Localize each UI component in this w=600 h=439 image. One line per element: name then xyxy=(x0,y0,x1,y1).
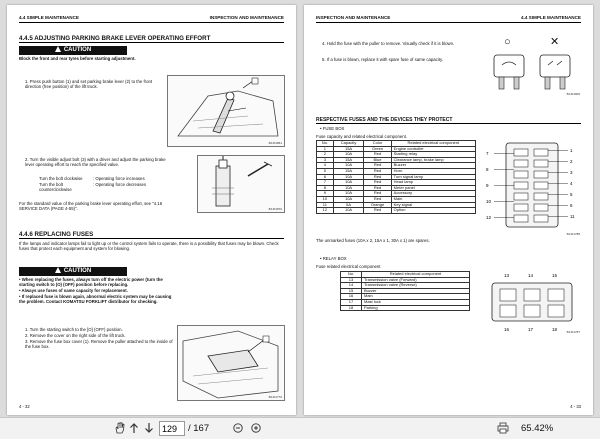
table-cell: Transmission valve (Reverse) xyxy=(362,283,470,289)
relay-callout-number: 15 xyxy=(552,273,558,278)
warning-triangle-icon xyxy=(55,46,61,52)
relay-slot xyxy=(548,289,564,301)
caution-banner xyxy=(19,46,127,55)
figure-fuse-box xyxy=(484,137,582,237)
figure-id: BJJ01787 xyxy=(566,330,580,334)
fuse-box-cover-illustration xyxy=(178,326,286,402)
relay-callout-number: 16 xyxy=(504,327,510,332)
figure-id: BJJ01788 xyxy=(566,232,580,236)
table-cell: Buzzer xyxy=(391,163,475,169)
fuse-callout-number: 9 xyxy=(486,183,489,188)
print-icon[interactable] xyxy=(496,422,510,436)
table-cell: Horn xyxy=(391,168,475,174)
relay-callout-number: 13 xyxy=(504,273,510,278)
table-cell: Red xyxy=(364,208,391,214)
step-text: 1. Press push button (1) and set parking brake lever (2) to the front direction (free position) of the lift truck. xyxy=(25,79,153,90)
column-header: No. xyxy=(317,141,334,147)
caution-line: • If replaced fuse is blown again, abnormal electric system may be causing the problem. Contact KOMATSU FORKLIFT distributor for checking. xyxy=(19,294,172,305)
table-cell: Green xyxy=(364,146,391,152)
step-text: 4. Hold the fuse with the puller to remove. Visually check if it is blown. xyxy=(322,41,455,46)
table-cell: Red xyxy=(364,191,391,197)
relay-slot xyxy=(524,289,540,301)
fuse-slot xyxy=(514,171,528,178)
fuse-slot xyxy=(534,215,548,222)
hand-tool-icon[interactable] xyxy=(112,422,126,436)
table-cell: Red xyxy=(364,152,391,158)
table-cell: Main xyxy=(391,196,475,202)
figure-adjust-bolt xyxy=(197,155,285,213)
table-cell: 5A xyxy=(333,202,364,208)
table-cell: 18 xyxy=(341,305,362,311)
zoom-level[interactable]: 65.42% xyxy=(521,423,554,434)
figure-fuse-check xyxy=(482,35,582,97)
header-left-text: 4.4 SIMPLE MAINTENANCE xyxy=(19,15,79,20)
adjust-bolt-illustration xyxy=(198,156,286,214)
relay-box-label: • RELAY BOX xyxy=(320,256,347,261)
table-cell: 9 xyxy=(317,191,334,197)
table-cell: Parking xyxy=(362,305,470,311)
table-cell: Head lamp xyxy=(391,180,475,186)
relay-slot xyxy=(500,289,516,301)
fuse-intro-text: If the lamps and indicator lamps fail to light up or the control system fails to operate, there is a possibility that fuses may be blown. Check fuses that protect each equipment and system for blowing. xyxy=(19,241,279,252)
fuse-callout-number: 3 xyxy=(570,170,573,175)
fuse-callout-number: 6 xyxy=(570,203,573,208)
fuse-box-diagram xyxy=(484,137,582,237)
table-row xyxy=(341,305,470,311)
fuse-slot xyxy=(534,149,548,156)
step-text: 3. Remove the fuse box cover (1). Remove the puller attached to the inside of the fuse box. xyxy=(25,339,173,350)
table-cell: 10A xyxy=(333,152,364,158)
fuse-callout-number: 5 xyxy=(570,192,573,197)
table-cell: Accessory xyxy=(391,191,475,197)
table-cell: 5 xyxy=(317,168,334,174)
column-header: Capacity xyxy=(333,141,364,147)
fuse-slot xyxy=(534,160,548,167)
page-total: / 167 xyxy=(188,423,210,434)
fuse-slot xyxy=(534,171,548,178)
column-header: Color xyxy=(364,141,391,147)
table-cell: 2 xyxy=(317,152,334,158)
turn-counterclockwise-result: : Operating force decreases xyxy=(93,182,147,187)
table-cell: Buzzer xyxy=(362,288,470,294)
fuse-slot xyxy=(514,182,528,189)
table-cell: 15 xyxy=(341,288,362,294)
table-cell: Option xyxy=(391,208,475,214)
table-cell: 10 xyxy=(317,196,334,202)
fuse-slot xyxy=(514,215,528,222)
table-cell: Red xyxy=(364,163,391,169)
page-number: 4 - 33 xyxy=(570,404,581,409)
turn-counterclockwise: Turn the bolt counterclockwise xyxy=(39,182,72,193)
table-cell: Orange xyxy=(364,202,391,208)
table-cell: 11 xyxy=(317,202,334,208)
table-cell: 10A xyxy=(333,163,364,169)
relay-slot xyxy=(548,305,564,317)
fuse-slot xyxy=(514,160,528,167)
step-text: 2. Remove the cover on the right side of the lift truck. xyxy=(25,333,126,338)
table-row xyxy=(317,208,476,214)
page-header xyxy=(316,13,581,23)
section-title: RESPECTIVE FUSES AND THE DEVICES THEY PROTECT xyxy=(316,117,581,124)
fuse-callout-number: 4 xyxy=(570,181,573,186)
relay-slot xyxy=(524,305,540,317)
blown-fuse-symbol: ✕ xyxy=(550,36,560,48)
zoom-in-icon[interactable] xyxy=(250,422,262,436)
document-page-left xyxy=(7,5,296,415)
table-cell: Turn signal lamp xyxy=(391,174,475,180)
table-cell: Red xyxy=(364,174,391,180)
section-title: 4.4.5 ADJUSTING PARKING BRAKE LEVER OPERATING EFFORT xyxy=(19,35,284,43)
figure-fuse-box-cover xyxy=(177,325,285,401)
header-left-text: INSPECTION AND MAINTENANCE xyxy=(316,15,391,20)
document-page-right xyxy=(304,5,593,415)
fuse-slot xyxy=(534,182,548,189)
table-cell: Engine controller xyxy=(391,146,475,152)
table-cell: Main xyxy=(362,294,470,300)
table-cell: 1 xyxy=(317,146,334,152)
table-cell: 10A xyxy=(333,191,364,197)
relay-callout-number: 17 xyxy=(528,327,534,332)
table-cell: Mast lock xyxy=(362,299,470,305)
table-cell: 10A xyxy=(333,174,364,180)
caution-line: • When replacing the fuses, always turn off the electric power (turn the starting switch to (O) (OFF) position before replacing. xyxy=(19,277,163,288)
zoom-out-icon[interactable] xyxy=(232,422,244,436)
table-cell: Red xyxy=(364,196,391,202)
table-cell: 12 xyxy=(317,208,334,214)
table-cell: 10A xyxy=(333,180,364,186)
relay-table-caption: Fuse related electrical component xyxy=(316,264,381,269)
column-header: Related electrical component xyxy=(362,272,470,278)
figure-id: BJJ01870 xyxy=(268,207,282,211)
relay-callout-number: 14 xyxy=(528,273,534,278)
column-header: Related electrical component xyxy=(391,141,475,147)
header-right-text: 4.4 SIMPLE MAINTENANCE xyxy=(521,15,581,20)
table-cell: 15A xyxy=(333,168,364,174)
figure-relay-box xyxy=(484,269,582,335)
figure-brake-lever xyxy=(167,75,285,147)
fuse-callout-number: 12 xyxy=(486,215,492,220)
fuse-box-label: • FUSE BOX xyxy=(320,126,345,131)
spare-fuse-note: The unmarked fuses (10A x 2, 15A x 1, 30A x 1) are spares. xyxy=(316,238,430,243)
table-cell: 10A xyxy=(333,196,364,202)
fuse-callout-number: 1 xyxy=(570,148,573,153)
fuse-slot xyxy=(534,193,548,200)
table-cell: Key signal xyxy=(391,202,475,208)
turn-clockwise-result: : Operating force increases xyxy=(93,176,145,181)
page-header xyxy=(19,13,284,23)
table-cell: 15A xyxy=(333,157,364,163)
table-cell: 10A xyxy=(333,185,364,191)
table-cell: 4 xyxy=(317,163,334,169)
caution-text: Block the front and rear tyres before starting adjustment. xyxy=(19,56,136,61)
fuse-table xyxy=(316,140,476,214)
caution-banner xyxy=(19,267,127,276)
arrow-up-icon[interactable] xyxy=(128,422,140,436)
table-cell: 6 xyxy=(317,174,334,180)
table-cell: Starting relay xyxy=(391,152,475,158)
step-text: 5. If a fuse is blown, replace it with spare fuse of same capacity. xyxy=(322,57,444,62)
table-cell: 15A xyxy=(333,146,364,152)
fuse-table-caption: Fuse capacity and related electrical component. xyxy=(316,134,408,139)
table-cell: 10A xyxy=(333,208,364,214)
step-text: 2. Turn the visible adjust bolt (3) with a driver and adjust the parking brake lever operating effort to reach the specified value. xyxy=(25,157,166,168)
table-cell: Meter panel xyxy=(391,185,475,191)
table-cell: 3 xyxy=(317,157,334,163)
fuse-slot xyxy=(514,204,528,211)
turn-clockwise: Turn the bolt clockwise xyxy=(39,176,83,181)
section-title: 4.4.6 REPLACING FUSES xyxy=(19,231,284,239)
fuse-callout-number: 8 xyxy=(486,167,489,172)
brake-lever-illustration xyxy=(168,76,286,148)
figure-id: BJJ01806 xyxy=(566,92,580,96)
table-cell: 16 xyxy=(341,294,362,300)
column-header: No. xyxy=(341,272,362,278)
fuse-slot xyxy=(534,204,548,211)
relay-slot xyxy=(500,305,516,317)
step-text: 1. Turn the starting switch to the [O] (OFF) position. xyxy=(25,327,123,332)
fuse-callout-number: 7 xyxy=(486,151,489,156)
table-cell: 8 xyxy=(317,185,334,191)
caution-label: CAUTION xyxy=(63,268,92,274)
table-cell: Red xyxy=(364,185,391,191)
page-number-input[interactable] xyxy=(159,421,185,436)
table-cell: Red xyxy=(364,168,391,174)
ok-fuse-symbol: ○ xyxy=(504,36,511,48)
fuse-callout-number: 2 xyxy=(570,159,573,164)
figure-id: BJJ01861 xyxy=(268,141,282,145)
arrow-down-icon[interactable] xyxy=(143,422,155,436)
relay-callout-number: 18 xyxy=(552,327,558,332)
fuse-slot xyxy=(514,193,528,200)
figure-id: BJJ01770 xyxy=(268,395,282,399)
caution-line: • Always use fuses of same capacity for replacement. xyxy=(19,288,128,293)
relay-table xyxy=(340,271,470,311)
header-right-text: INSPECTION AND MAINTENANCE xyxy=(209,15,284,20)
warning-triangle-icon xyxy=(55,267,61,273)
table-cell: Red xyxy=(364,180,391,186)
table-cell: Clearance lamp, brake lamp xyxy=(391,157,475,163)
table-cell: 17 xyxy=(341,299,362,305)
fuse-slot xyxy=(514,149,528,156)
standard-value-note: For the standard value of the parking brake lever operating effort, see "4.16 SERVICE DATA (PAGE 4-55)". xyxy=(19,201,163,212)
viewer-status-bar xyxy=(0,417,600,439)
page-number: 4 - 32 xyxy=(19,404,30,409)
table-cell: 14 xyxy=(341,283,362,289)
table-cell: Transmission valve (Forward) xyxy=(362,277,470,283)
caution-label: CAUTION xyxy=(63,47,92,53)
fuse-callout-number: 10 xyxy=(486,199,492,204)
fuse-callout-number: 11 xyxy=(570,214,575,219)
relay-box-diagram xyxy=(484,269,582,335)
table-cell: Blue xyxy=(364,157,391,163)
table-cell: 7 xyxy=(317,180,334,186)
table-cell: 13 xyxy=(341,277,362,283)
